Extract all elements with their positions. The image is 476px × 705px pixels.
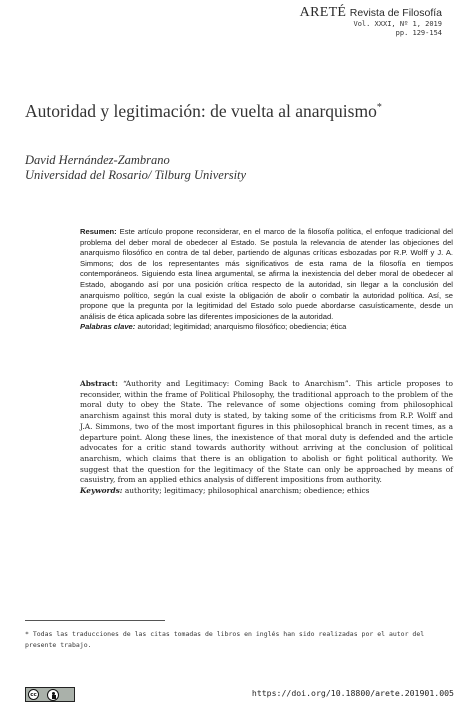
footnote: * Todas las traducciones de las citas tomadas de libros en inglés han sido realizadas por el autor del presente trabajo. [25, 630, 425, 649]
creative-commons-by-icon[interactable] [25, 687, 75, 702]
journal-pages: pp. 129-154 [395, 29, 442, 37]
resumen-block [80, 227, 453, 333]
journal-name: ARETÉ [299, 5, 347, 20]
journal-header [300, 6, 442, 38]
abstract-block [80, 379, 453, 497]
doi-link[interactable]: https://doi.org/10.18800/arete.201901.005 [251, 688, 454, 698]
keywords-label: Keywords: [80, 486, 123, 496]
author-name: David Hernández-Zambrano [25, 153, 170, 167]
abstract-text: “Authority and Legitimacy: Coming Back to Anarchism”. This article proposes to reconsider, within the frame of Political Philosophy, the traditional approach to the problem of the moral duty to obey the State. The relevance of some objections coming from philosophical anarchism against this moral duty is stated, by taking some of the criticisms from R.P. Wolff and J.A. Simmons, two of the most important figures in this philosophical branch in recent times, as a departure point. Along these lines, the inexistence of that moral duty is defended and the article advocates for a critic stand towards authority without arriving at the conclusion of political anarchism, which claims that there is an obligation to abolish or fight political authority. We suggest that the question for the legitimacy of the State can only be approached by means of casuistry, from an applied ethics analysis of different impositions from authority. [80, 379, 453, 485]
article-title [25, 101, 465, 122]
footnote-divider [25, 620, 165, 621]
keywords-line [80, 486, 453, 497]
attribution-icon [47, 689, 59, 701]
cc-icon: cc [28, 689, 39, 700]
title-footnote-mark[interactable]: * [376, 102, 382, 114]
journal-subtitle: Revista de Filosofía [349, 7, 442, 19]
article-title-text: Autoridad y legitimación: de vuelta al anarquismo [25, 101, 377, 121]
resumen-text: Este artículo propone reconsiderar, en el marco de la filosofía política, el enfoque tradicional del problema del deber moral de obedecer al Estado. Se postula la relevancia de atender las objeciones del anarquismo filosófico en contra de tal deber, partiendo de algunas críticas esbozadas por R.P. Wolff y J. A. Simmons; dos de los representantes más significativos de esta rama de la filosofía en tiempos contemporáneos. Siguiendo esta línea argumental, se afirma la inexistencia del deber moral de obedecer al Estado, abogando así por una posición crítica respecto de la autoridad, sin llegar a la conclusión del anarquismo político, según la cual existe la obligación de abolir o combatir la autoridad política. Así, se propone que la pregunta por la legitimidad del Estado solo puede abordarse casuísticamente, desde un análisis de ética aplicada sobre las diferentes imposiciones de la autoridad. [80, 227, 453, 321]
author-affiliation: Universidad del Rosario/ Tilburg University [25, 168, 247, 182]
palabras-clave-label: Palabras clave: [80, 322, 136, 332]
journal-volume: Vol. XXXI, Nº 1, 2019 [353, 20, 442, 28]
palabras-clave-line [80, 322, 453, 333]
resumen-label: Resumen: [80, 227, 117, 236]
abstract-label: Abstract: [80, 379, 118, 388]
journal-name-line [300, 6, 442, 20]
keywords-text: authority; legitimacy; philosophical anarchism; obedience; ethics [124, 486, 370, 496]
palabras-clave-text: autoridad; legitimidad; anarquismo filosófico; obediencia; ética [137, 322, 347, 332]
